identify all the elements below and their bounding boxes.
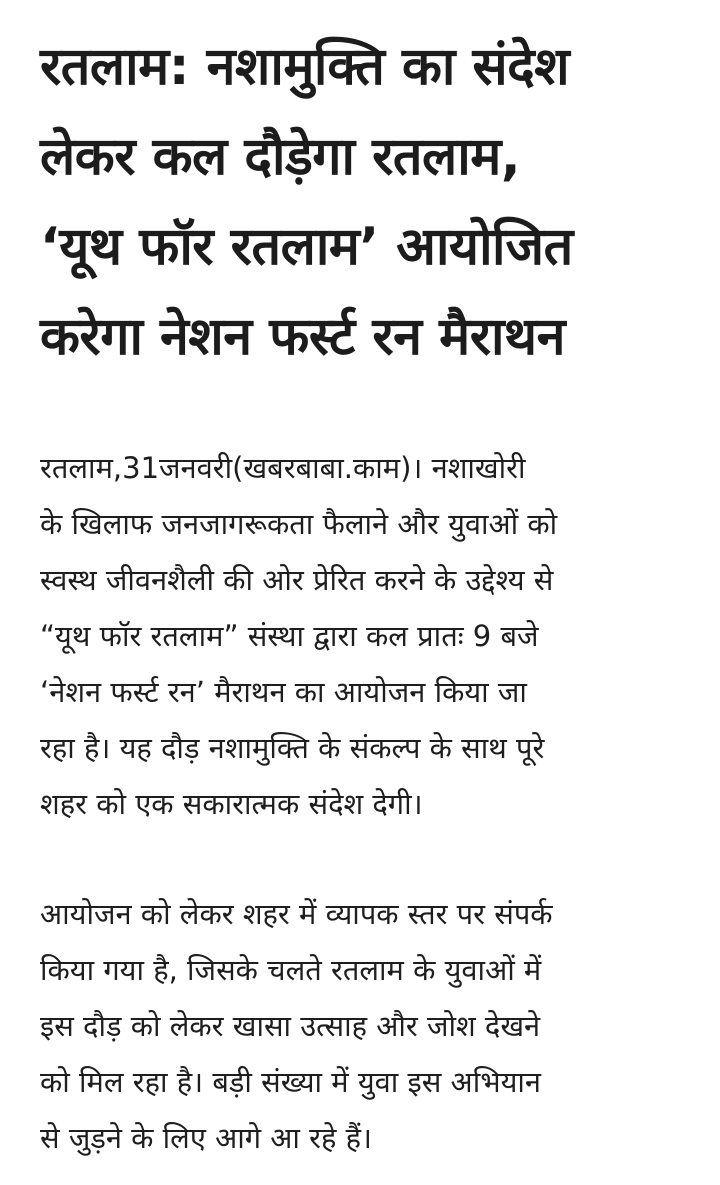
paragraph-line: इस दौड़ को लेकर खासा उत्साह और जोश देखने <box>40 1009 541 1043</box>
headline-line: लेकर कल दौड़ेगा रतलाम, <box>40 127 521 187</box>
article-paragraph-1 <box>40 440 685 832</box>
news-article <box>40 22 685 1166</box>
paragraph-line: “यूथ फॉर रतलाम” संस्था द्वारा कल प्रातः 9 बजे <box>40 619 539 653</box>
paragraph-line: रहा है। यह दौड़ नशामुक्ति के संकल्प के साथ पूरे <box>40 731 545 765</box>
article-body <box>40 440 685 1166</box>
article-headline <box>40 22 685 382</box>
paragraph-line: के खिलाफ जनजागरूकता फैलाने और युवाओं को <box>40 507 558 541</box>
paragraph-line: को मिल रहा है। बड़ी संख्या में युवा इस अभियान <box>40 1065 542 1099</box>
paragraph-line: रतलाम,31जनवरी(खबरबाबा.काम)। नशाखोरी <box>40 451 526 485</box>
paragraph-line: ‘नेशन फर्स्ट रन’ मैराथन का आयोजन किया जा <box>40 675 527 709</box>
headline-line: करेगा नेशन फर्स्ट रन मैराथन <box>40 307 566 367</box>
paragraph-line: किया गया है, जिसके चलते रतलाम के युवाओं में <box>40 953 542 987</box>
paragraph-line: स्वस्थ जीवनशैली की ओर प्रेरित करने के उद्देश्य से <box>40 563 554 597</box>
paragraph-line: आयोजन को लेकर शहर में व्यापक स्तर पर संपर्क <box>40 897 553 931</box>
paragraph-line: शहर को एक सकारात्मक संदेश देगी। <box>40 787 423 821</box>
paragraph-line: से जुड़ने के लिए आगे आ रहे हैं। <box>40 1121 372 1155</box>
headline-line: रतलाम: नशामुक्ति का संदेश <box>40 37 570 97</box>
article-paragraph-2 <box>40 886 685 1166</box>
headline-line: ‘यूथ फॉर रतलाम’ आयोजित <box>40 217 573 277</box>
